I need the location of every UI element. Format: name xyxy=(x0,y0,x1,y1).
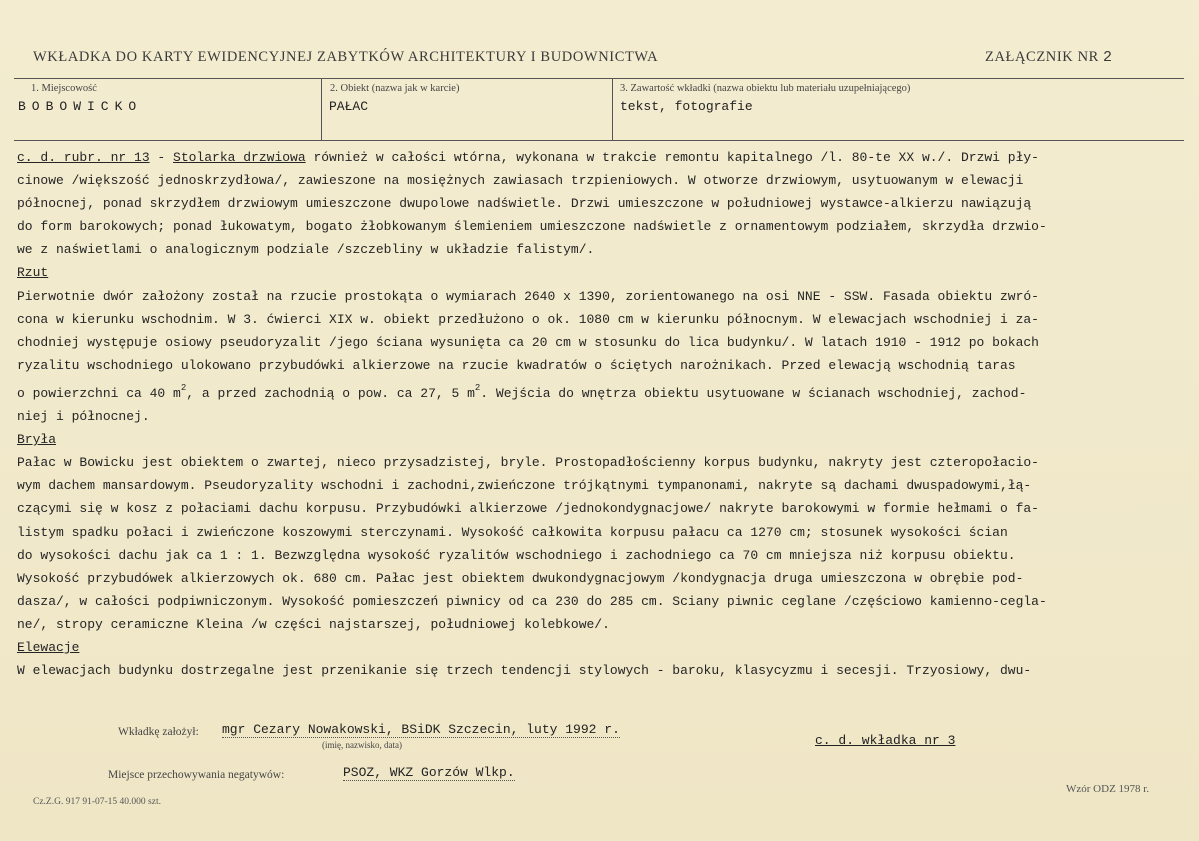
location-label: 1. Miejscowość xyxy=(31,83,97,94)
text-line: listym spadku połaci i zwieńczone koszowymi sterczynami. Wysokość całkowita korpusu pałacu ca 1270 cm; stosunek wysokości ścian xyxy=(17,524,1008,540)
text-span: , a przed zachodnią o pow. ca 27, 5 m xyxy=(186,385,475,401)
section-heading-bryla: Bryła xyxy=(17,432,57,448)
content-value: tekst, fotografie xyxy=(620,99,753,114)
text-line: Wysokość przybudówek alkierzowych ok. 680 cm. Pałac jest obiektem dwukondygnacjowym /kondygnacja druga umieszczona w obrębie pod- xyxy=(17,570,1024,586)
text-line: chodniej występuje osiowy pseudoryzalit /jego ściana wysunięta ca 20 cm w stosunku do lica budynku/. W latach 1910 - 1912 po bokach xyxy=(17,334,1039,350)
text-line: cinowe /większość jednoskrzydłowa/, zawieszone na mosiężnych zawiasach trzpieniowych. W otworze drzwiowym, usytuowanym w elewacji xyxy=(17,173,1024,189)
created-by-label: Wkładkę założył: xyxy=(118,726,199,738)
form-model: Wzór ODZ 1978 r. xyxy=(1066,783,1150,795)
text-line: północnej, ponad skrzydłem drzwiowym umieszczone dwupolowe nadświetle. Drzwi umieszczone w południowej wystawce-alkierzu nawiązują xyxy=(17,196,1032,212)
text-span: o powierzchni ca 40 m xyxy=(17,385,181,401)
annex-label xyxy=(985,49,1113,66)
created-by-value: mgr Cezary Nowakowski, BSiDK Szczecin, luty 1992 r. xyxy=(222,722,620,737)
object-label: 2. Obiekt (nazwa jak w karcie) xyxy=(330,83,460,94)
text-line xyxy=(17,146,1192,169)
negatives-value: PSOZ, WKZ Gorzów Wlkp. xyxy=(343,765,515,780)
text-line: do wysokości dachu jak ca 1 : 1. Bezwzględna wysokość ryzalitów wschodniego i zachodniego ca 70 cm mniejsza niż korpusu obiektu. xyxy=(17,547,1016,563)
text-line: we z naświetlami o analogicznym podziale /szczebliny w układzie falistym/. xyxy=(17,242,595,258)
superscript: 2 xyxy=(474,382,481,393)
annex-number: 2 xyxy=(1102,49,1113,66)
text-line: dasza/, w całości podpiwniczonym. Wysokość pomieszczeń piwnicy od ca 230 do 285 cm. Sciany piwnic ceglane /częściowo kamienno-cegla- xyxy=(17,593,1047,609)
header-bottom-rule xyxy=(14,140,1184,141)
text-span: . Wejścia do wnętrza obiektu usytuowane w ścianach wschodniej, zachod- xyxy=(480,385,1027,401)
print-code: Cz.Z.G. 917 91-07-15 40.000 szt. xyxy=(33,797,161,807)
continuation-note: c. d. wkładka nr 3 xyxy=(815,733,956,748)
superscript: 2 xyxy=(180,382,187,393)
header-top-rule xyxy=(14,78,1184,79)
text-line: wym dachem mansardowym. Pseudoryzality wschodni i zachodni,zwieńczone trójkątnymi tympanonami, nakryte są dachami dwuspadowymi,łą- xyxy=(17,478,1032,494)
field-divider-1 xyxy=(321,78,322,140)
content-label: 3. Zawartość wkładki (nazwa obiektu lub materiału uzupełniającego) xyxy=(620,83,911,94)
location-value: BOBOWICKO xyxy=(18,99,143,114)
text-line: niej i północnej. xyxy=(17,409,150,425)
card-title: WKŁADKA DO KARTY EWIDENCYJNEJ ZABYTKÓW ARCHITEKTURY I BUDOWNICTWA xyxy=(33,49,659,65)
text-line: W elewacjach budynku dostrzegalne jest przenikanie się trzech tendencji stylowych - baroku, klasycyzmu i secesji. Trzyosiowy, dwu- xyxy=(17,663,1032,679)
section-heading-elewacje: Elewacje xyxy=(17,639,80,655)
text-line: ne/, stropy ceramiczne Kleina /w części najstarszej, południowej kolebkowe/. xyxy=(17,616,610,632)
text-line: ryzalitu wschodniego ulokowano przybudówki alkierzowe na rzucie kwadratów o ściętych narożnikach. Przed elewacją wschodnią taras xyxy=(17,357,1016,373)
text-line: czącymi się w kosz z połaciami dachu korpusu. Przybudówki alkierzowe /jednokondygnacjowe/ nakryte barokowymi w formie hełmami o fa- xyxy=(17,501,1039,517)
text-dash: - xyxy=(149,150,174,165)
text-line xyxy=(17,377,1192,405)
text-line: do form barokowych; ponad łukowatym, bogato żłobkowanym ślemieniem umieszczone nadświetle z ornamentowym podziałem, skrzydła drzwio- xyxy=(17,219,1047,235)
annex-label-text: ZAŁĄCZNIK NR xyxy=(985,49,1099,65)
text-line: Pierwotnie dwór założony został na rzucie prostokąta o wymiarach 2640 x 1390, zorientowanego na osi NNE - SSW. Fasada obiektu zwró- xyxy=(17,288,1039,304)
topic-heading: Stolarka drzwiowa xyxy=(173,150,306,165)
field-divider-2 xyxy=(612,78,613,140)
object-value: PAŁAC xyxy=(329,99,369,114)
negatives-label: Miejsce przechowywania negatywów: xyxy=(108,769,285,781)
typescript-body xyxy=(17,146,1192,682)
created-by-hint: (imię, nazwisko, data) xyxy=(322,740,402,750)
text-span: również w całości wtórna, wykonana w trakcie remontu kapitalnego /l. 80-te XX w./. Drzwi pły- xyxy=(305,150,1039,165)
text-line: cona w kierunku wschodnim. W 3. ćwierci XIX w. obiekt przedłużono o ok. 1080 cm w kierunku północnym. W elewacjach wschodniej i za- xyxy=(17,311,1039,327)
text-line: Pałac w Bowicku jest obiektem o zwartej, nieco przysadzistej, bryle. Prostopadłościenny korpus budynku, nakryty jest czteropołacio- xyxy=(17,455,1039,471)
section-heading-rzut: Rzut xyxy=(17,265,49,281)
rubric-reference: c. d. rubr. nr 13 xyxy=(17,150,150,165)
